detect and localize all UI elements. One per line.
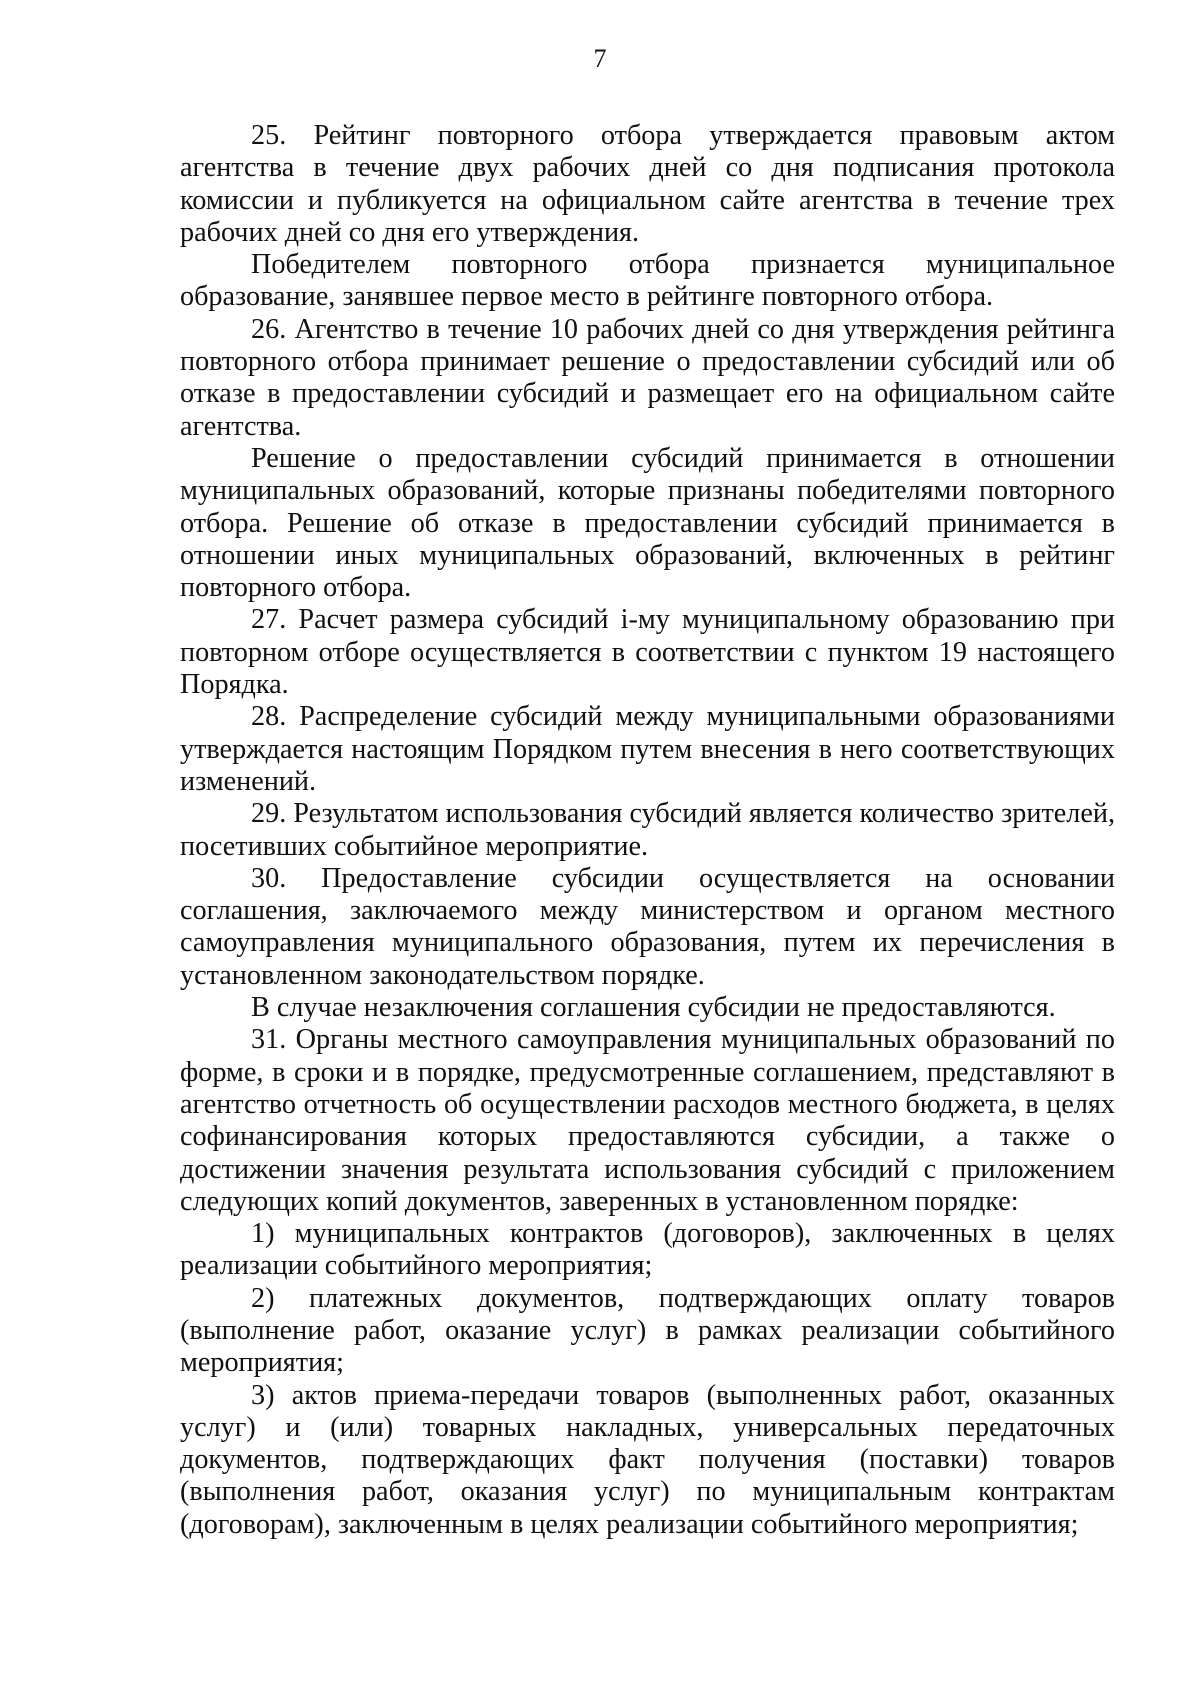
paragraph-25: 25. Рейтинг повторного отбора утверждается правовым актом агентства в течение двух рабочих дней со дня подписания протокола комиссии и публикуется на официальном сайте агентства в течение трех рабочих дней со дня его утверждения.	[180, 120, 1115, 248]
paragraph-28: 28. Распределение субсидий между муниципальными образованиями утверждается настоящим Порядком путем внесения в него соответствующих изменений.	[180, 701, 1115, 797]
paragraph-26: 26. Агентство в течение 10 рабочих дней со дня утверждения рейтинга повторного отбора принимает решение о предоставлении субсидий или об отказе в предоставлении субсидий и размещает его на официальном сайте агентства.	[180, 313, 1115, 442]
page-number: 7	[593, 44, 607, 73]
paragraph-winner: Победителем повторного отбора признается муниципальное образование, занявшее первое место в рейтинге повторного отбора.	[180, 249, 1115, 313]
paragraph-31: 31. Органы местного самоуправления муниципальных образований по форме, в сроки и в порядке, предусмотренные соглашением, представляют в агентство отчетность об осуществлении расходов местного бюджета, в целях софинансирования которых предоставляются субсидии, а также о достижении значения результата использования субсидий с приложением следующих копий документов, заверенных в установленном порядке:	[180, 1024, 1115, 1217]
paragraph-no-agreement: В случае незаключения соглашения субсидии не предоставляются.	[251, 992, 1056, 1024]
document-body	[180, 120, 1115, 1541]
list-item-2: 2) платежных документов, подтверждающих оплату товаров (выполнение работ, оказание услуг) в рамках реализации событийного мероприятия;	[180, 1282, 1115, 1379]
paragraph-decision: Решение о предоставлении субсидий принимается в отношении муниципальных образований, которые признаны победителями повторного отбора. Решение об отказе в предоставлении субсидий принимается в отношении иных муниципальных образований, включенных в рейтинг повторного отбора.	[180, 442, 1115, 604]
paragraph-29: 29. Результатом использования субсидий является количество зрителей, посетивших событийное мероприятие.	[180, 798, 1115, 862]
list-item-3: 3) актов приема-передачи товаров (выполненных работ, оказанных услуг) и (или) товарных накладных, универсальных передаточных документов, подтверждающих факт получения (поставки) товаров (выполнения работ, оказания услуг) по муниципальным контрактам (договорам), заключенным в целях реализации событийного мероприятия;	[180, 1379, 1115, 1540]
paragraph-30: 30. Предоставление субсидии осуществляется на основании соглашения, заключаемого между министерством и органом местного самоуправления муниципального образования, путем их перечисления в установленном законодательством порядке.	[180, 862, 1115, 991]
paragraph-27: 27. Расчет размера субсидий i-му муниципальному образованию при повторном отборе осуществляется в соответствии с пунктом 19 настоящего Порядка.	[180, 604, 1115, 701]
list-item-1: 1) муниципальных контрактов (договоров), заключенных в целях реализации событийного мероприятия;	[180, 1218, 1115, 1282]
